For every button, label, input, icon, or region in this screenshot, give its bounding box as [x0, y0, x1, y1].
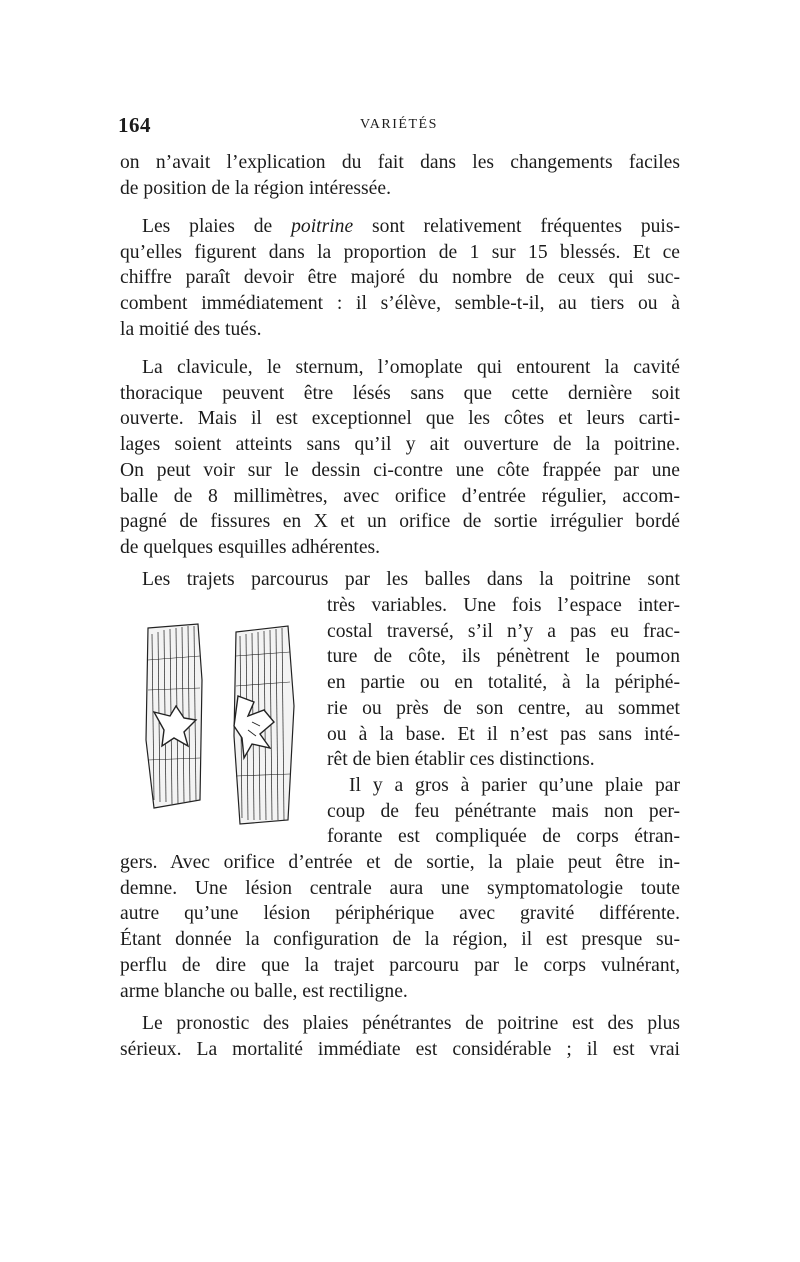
text-line: Le pronostic des plaies pénétrantes de poitrine est des plus [142, 1013, 680, 1034]
text-line: chiffre paraît devoir être majoré du nombre de ceux qui suc- [120, 267, 680, 289]
text-line: sérieux. La mortalité immédiate est considérable ; il est vrai [120, 1038, 680, 1060]
text-line: ouverte. Mais il est exceptionnel que les côtes et leurs carti- [120, 408, 680, 430]
text-line: Étant donnée la configuration de la région, il est presque su- [120, 929, 680, 951]
text-line: demne. Une lésion centrale aura une symptomatologie toute [120, 877, 680, 899]
text-line: gers. Avec orifice d’entrée et de sortie, la plaie peut être in- [120, 852, 680, 873]
text-line: Les trajets parcourus par les balles dans la poitrine sont [142, 569, 680, 590]
paragraph-5 [120, 850, 680, 1004]
paragraph-1 [120, 150, 680, 201]
text-line: ture de côte, ils pénètrent le poumon [327, 646, 680, 668]
page-header [0, 113, 800, 143]
text-line: rêt de bien établir ces distinctions. [327, 749, 595, 771]
text-line: perflu de dire que la trajet parcouru par le corps vulnérant, [120, 954, 680, 976]
text-line: de position de la région intéressée. [120, 177, 391, 199]
text-line: de quelques esquilles adhérentes. [120, 536, 381, 558]
rib-fragment-entry-icon [146, 624, 202, 808]
emphasis: poitrine [291, 216, 354, 237]
text-line: combent immédiatement : il s’élève, semble-t-il, au tiers ou à [120, 293, 680, 315]
text-line: autre qu’une lésion périphérique avec gravité différente. [120, 903, 680, 925]
paragraph-4 [120, 567, 680, 593]
running-title: VARIÉTÉS [360, 117, 438, 132]
text-line: La clavicule, le sternum, l’omoplate qui entourent la cavité [142, 357, 680, 378]
paragraph-6 [120, 1011, 680, 1062]
paragraph-3 [120, 355, 680, 561]
text-line: en partie ou en totalité, à la périphé- [327, 672, 680, 694]
text-line: balle de 8 millimètres, avec orifice d’entrée régulier, accom- [120, 485, 680, 507]
paragraph-4-wrapped [327, 593, 680, 850]
text-line: Il y a gros à parier qu’une plaie par [349, 774, 680, 796]
text-line: lages soient atteints sans qu’il y ait ouverture de la poitrine. [120, 434, 680, 456]
rib-fracture-illustration-icon [140, 620, 300, 825]
text-line: la moitié des tués. [120, 318, 262, 340]
text-line: On peut voir sur le dessin ci-contre une côte frappée par une [120, 459, 680, 481]
text-line: coup de feu pénétrante mais non per- [327, 800, 680, 822]
paragraph-2 [120, 214, 680, 343]
page-number: 164 [118, 113, 151, 137]
text-line: forante est compliquée de corps étran- [327, 826, 680, 848]
text-line: thoracique peuvent être lésés sans que cette dernière soit [120, 382, 680, 404]
text-line: ou à la base. Et il n’est pas sans inté- [327, 723, 680, 745]
text-line: pagné de fissures en X et un orifice de sortie irrégulier bordé [120, 511, 680, 533]
text-line: arme blanche ou balle, est rectiligne. [120, 980, 408, 1002]
text-line: Les plaies de poitrine sont relativement fréquentes puis- [142, 216, 681, 237]
text-line: on n’avait l’explication du fait dans les changements faciles [120, 152, 680, 173]
text-line: qu’elles figurent dans la proportion de 1 sur 15 blessés. Et ce [120, 241, 680, 263]
rib-fragment-exit-icon [234, 626, 294, 824]
text-line: costal traversé, s’il n’y a pas eu frac- [327, 620, 680, 642]
text-line: très variables. Une fois l’espace inter- [327, 595, 680, 616]
text-line: rie ou près de son centre, au sommet [327, 697, 680, 719]
